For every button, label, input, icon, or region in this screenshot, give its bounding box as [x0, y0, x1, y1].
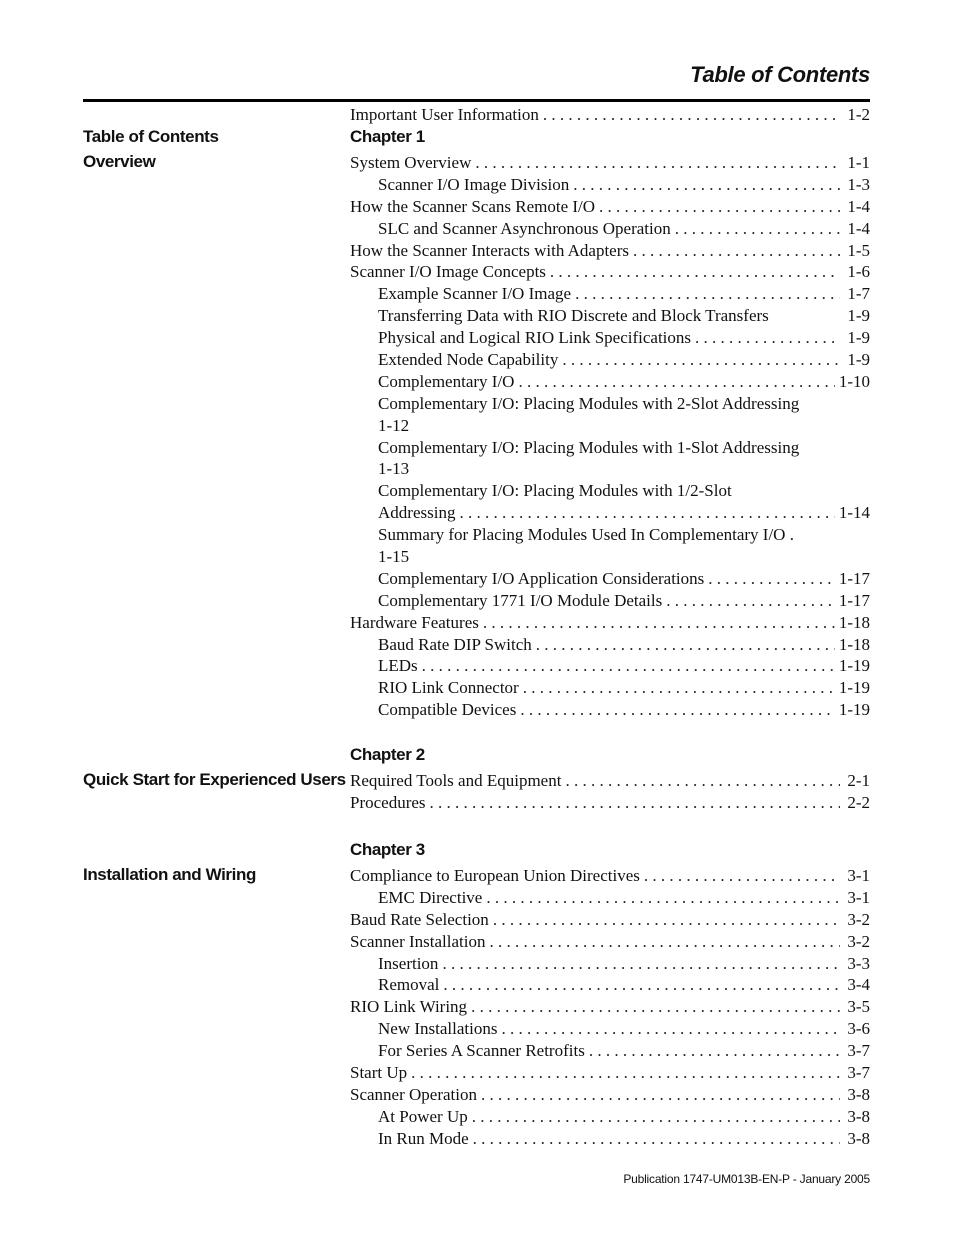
- toc-entry[interactable]: [350, 699, 870, 721]
- toc-entry-title: Complementary I/O: Placing Modules with 1/2-Slot: [378, 481, 732, 501]
- toc-entry-title: Complementary I/O: Placing Modules with 1-Slot Addressing: [378, 437, 800, 457]
- toc-entry[interactable]: [350, 371, 870, 393]
- toc-entry[interactable]: [350, 240, 870, 262]
- toc-entry[interactable]: [350, 677, 870, 699]
- toc-entry-title: How the Scanner Scans Remote I/O: [350, 196, 596, 216]
- toc-entry[interactable]: [350, 480, 870, 524]
- toc-entry-page: 1-2: [847, 105, 870, 124]
- toc-entry-page: 1-4: [847, 218, 870, 238]
- toc-entry-title: Baud Rate Selection: [350, 909, 489, 929]
- toc-entry-page: 3-3: [847, 953, 870, 973]
- toc-entry[interactable]: [350, 196, 870, 218]
- toc-entry-page: 3-1: [847, 887, 870, 907]
- toc-entry-title: Scanner Installation: [350, 931, 486, 951]
- toc-entry-title: Addressing: [378, 503, 456, 523]
- toc-entry[interactable]: [350, 283, 870, 305]
- toc-entry-page: 1-13: [378, 459, 410, 479]
- toc-entry-title: Required Tools and Equipment: [350, 771, 562, 790]
- toc-entry-page: 2-1: [847, 771, 870, 790]
- toc-entry-title: Scanner Operation: [350, 1084, 477, 1104]
- toc-entry[interactable]: [350, 590, 870, 612]
- dot-leader: [695, 327, 840, 349]
- dot-leader: [633, 240, 840, 262]
- toc-entry-line: [378, 502, 870, 524]
- dot-leader: [562, 349, 840, 371]
- toc-entry[interactable]: [350, 909, 870, 931]
- toc-entry-title: Start Up: [350, 1063, 408, 1083]
- toc-entry[interactable]: [350, 865, 870, 887]
- toc-entry-page: 1-1: [847, 153, 870, 172]
- toc-entry-title: Transferring Data with RIO Discrete and Block Transfers: [378, 306, 769, 326]
- toc-entry[interactable]: [350, 524, 870, 568]
- dot-leader: [490, 931, 841, 953]
- toc-entry-title: Scanner I/O Image Concepts: [350, 262, 546, 282]
- toc-entry[interactable]: [350, 1084, 870, 1106]
- toc-entry-page: 3-1: [847, 866, 870, 885]
- toc-entry[interactable]: [350, 305, 870, 327]
- toc-entry-page: 1-3: [847, 174, 870, 194]
- toc-entry-page: 3-7: [847, 1063, 870, 1083]
- toc-entry-page: 1-4: [847, 196, 870, 216]
- dot-leader: [430, 792, 840, 814]
- toc-entry[interactable]: [350, 770, 870, 792]
- chapter-heading: Chapter 3: [350, 840, 425, 859]
- toc-entry-page: 1-19: [838, 656, 870, 676]
- toc-entry[interactable]: [350, 974, 870, 996]
- toc-entry-title: Complementary I/O Application Considerations: [378, 568, 705, 588]
- chapter-heading: Chapter 2: [350, 745, 425, 764]
- toc-entry[interactable]: [350, 152, 870, 174]
- toc-entry-page: 3-2: [847, 909, 870, 929]
- toc-entry[interactable]: [350, 174, 870, 196]
- dot-leader: [475, 152, 840, 174]
- toc-entry-title: LEDs: [378, 656, 418, 676]
- toc-entry-title: Compliance to European Union Directives: [350, 866, 640, 885]
- toc-entry-page: 1-12: [378, 415, 410, 435]
- toc-entry[interactable]: [350, 261, 870, 283]
- toc-entry-title: Scanner I/O Image Division: [378, 174, 570, 194]
- side-label: Quick Start for Experienced Users: [83, 770, 346, 789]
- dot-leader: [471, 996, 840, 1018]
- toc-entry-title: At Power Up: [378, 1106, 468, 1126]
- toc-entry-page: 3-2: [847, 931, 870, 951]
- dot-leader: [473, 1128, 840, 1150]
- dot-leader: [486, 887, 840, 909]
- dot-leader: [518, 371, 834, 393]
- toc-entry-title: Complementary I/O: Placing Modules with 2-Slot Addressing: [378, 393, 800, 413]
- toc-entry-page: 3-8: [847, 1128, 870, 1148]
- toc-entry[interactable]: [350, 634, 870, 656]
- toc-entry-title: Complementary I/O: [378, 371, 515, 391]
- dot-leader: [644, 865, 840, 887]
- toc-entry-page: 1-9: [847, 328, 870, 348]
- toc-entry[interactable]: [350, 1018, 870, 1040]
- toc-entry-page: 3-8: [847, 1106, 870, 1126]
- toc-entry[interactable]: [350, 1062, 870, 1084]
- dot-leader: [599, 196, 840, 218]
- toc-entry[interactable]: [350, 568, 870, 590]
- dot-leader: [411, 1062, 840, 1084]
- footer-publication: Publication 1747-UM013B-EN-P - January 2005: [623, 1172, 870, 1186]
- toc-entry[interactable]: [350, 953, 870, 975]
- dot-leader: [675, 218, 840, 240]
- toc-entry[interactable]: [350, 104, 870, 126]
- toc-entry[interactable]: [350, 792, 870, 814]
- toc-entry-title: Extended Node Capability: [378, 350, 559, 370]
- toc-entry-title: Procedures: [350, 792, 426, 812]
- side-label: Installation and Wiring: [83, 865, 256, 884]
- toc-entry[interactable]: [350, 218, 870, 240]
- dot-leader: [443, 974, 840, 996]
- toc-entry-page: 3-4: [847, 975, 870, 995]
- toc-entry-page: 1-15: [378, 547, 410, 567]
- toc-entry[interactable]: [350, 393, 870, 437]
- toc-entry[interactable]: [350, 931, 870, 953]
- dot-leader: [589, 1040, 840, 1062]
- toc-entry-page: 1-17: [838, 568, 870, 588]
- dot-leader: [573, 174, 840, 196]
- side-label: Overview: [83, 152, 156, 171]
- toc-entry[interactable]: [350, 887, 870, 909]
- dot-leader: [523, 677, 835, 699]
- toc-entry-title: In Run Mode: [378, 1128, 469, 1148]
- toc-entry-page: 1-9: [847, 306, 870, 326]
- toc-entry-title: SLC and Scanner Asynchronous Operation: [378, 218, 671, 238]
- dot-leader: [708, 568, 835, 590]
- toc-entry-page: 3-6: [847, 1019, 870, 1039]
- toc-entry-title: Insertion: [378, 953, 439, 973]
- toc-entry[interactable]: [350, 1106, 870, 1128]
- toc-entry-title: RIO Link Wiring: [350, 997, 468, 1017]
- toc-entry-title: Compatible Devices: [378, 700, 517, 720]
- toc-entry-title: New Installations: [378, 1019, 498, 1039]
- toc-list: [350, 152, 870, 721]
- toc-entry[interactable]: [350, 437, 870, 481]
- dot-leader: [459, 502, 834, 524]
- toc-entry-title: Hardware Features: [350, 612, 479, 632]
- chapter-heading: Chapter 1: [350, 127, 425, 146]
- side-label: Table of Contents: [83, 127, 219, 146]
- toc-entry-page: 1-6: [847, 262, 870, 282]
- toc-entry[interactable]: [350, 349, 870, 371]
- toc-entry-page: 3-5: [847, 997, 870, 1017]
- toc-entry[interactable]: [350, 655, 870, 677]
- toc-entry-title: How the Scanner Interacts with Adapters: [350, 240, 629, 260]
- dot-leader: [536, 634, 835, 656]
- toc-entry-title: Physical and Logical RIO Link Specifications: [378, 328, 692, 348]
- dot-leader: [666, 590, 835, 612]
- dot-leader: [543, 104, 840, 126]
- dot-leader: [550, 261, 840, 283]
- dot-leader: [493, 909, 840, 931]
- page-title: Table of Contents: [690, 62, 870, 87]
- toc-entry-title: Baud Rate DIP Switch: [378, 634, 532, 654]
- toc-entry-page: 1-14: [838, 503, 870, 523]
- toc-list: [350, 865, 870, 1150]
- toc-entry-title: Complementary 1771 I/O Module Details: [378, 590, 663, 610]
- toc-entry-title: System Overview: [350, 153, 472, 172]
- toc-entry-page: 1-9: [847, 350, 870, 370]
- toc-entry[interactable]: [350, 1128, 870, 1150]
- toc-entry-page: 1-5: [847, 240, 870, 260]
- toc-entry-page: 2-2: [847, 792, 870, 812]
- toc-entry[interactable]: [350, 996, 870, 1018]
- dot-leader: [501, 1018, 840, 1040]
- dot-leader: [481, 1084, 840, 1106]
- toc-entry-title: Important User Information: [350, 105, 539, 124]
- dot-leader: [483, 612, 835, 634]
- toc-list: [350, 770, 870, 814]
- header-rule: [83, 99, 870, 102]
- toc-entry[interactable]: [350, 612, 870, 634]
- dot-leader: [520, 699, 835, 721]
- dot-leader: [422, 655, 835, 677]
- toc-entry-page: 1-17: [838, 590, 870, 610]
- toc-entry-page: 1-18: [838, 634, 870, 654]
- toc-entry-title: Summary for Placing Modules Used In Complementary I/O .: [378, 525, 794, 545]
- toc-intro: [350, 104, 870, 126]
- toc-entry-title: EMC Directive: [378, 887, 483, 907]
- toc-entry-title: RIO Link Connector: [378, 678, 519, 698]
- toc-entry[interactable]: [350, 1040, 870, 1062]
- dot-leader: [565, 770, 840, 792]
- toc-entry-title: Removal: [378, 975, 440, 995]
- toc-entry-page: 3-7: [847, 1041, 870, 1061]
- toc-entry-page: 1-19: [838, 678, 870, 698]
- toc-entry-page: 1-19: [838, 700, 870, 720]
- toc-entry-page: 1-18: [838, 612, 870, 632]
- toc-entry-page: 1-7: [847, 284, 870, 304]
- toc-entry-page: 1-10: [838, 371, 870, 391]
- dot-leader: [575, 283, 840, 305]
- toc-entry-page: 3-8: [847, 1084, 870, 1104]
- toc-entry-title: Example Scanner I/O Image: [378, 284, 572, 304]
- toc-entry-title: For Series A Scanner Retrofits: [378, 1041, 585, 1061]
- dot-leader: [442, 953, 840, 975]
- toc-entry[interactable]: [350, 327, 870, 349]
- dot-leader: [472, 1106, 840, 1128]
